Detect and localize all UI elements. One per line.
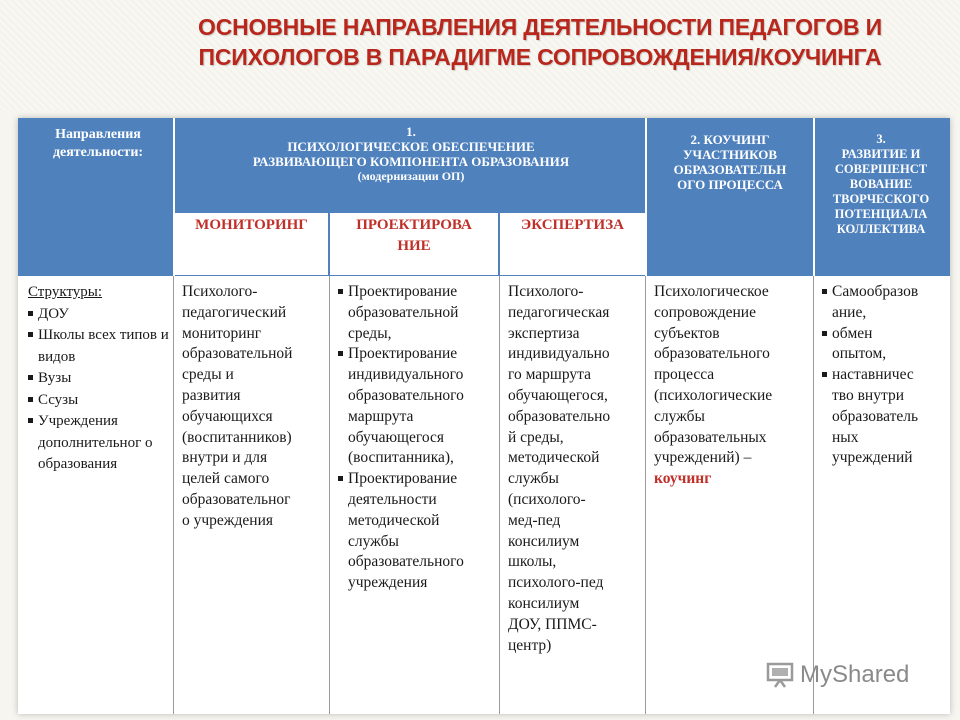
- text-line: службы: [508, 470, 559, 488]
- list-item: Ссузы: [28, 390, 172, 412]
- presentation-icon: [766, 662, 794, 688]
- list-item: обмен опытом,: [822, 324, 948, 366]
- cell-monitoring: [182, 282, 328, 532]
- text-line: среды и: [182, 366, 234, 384]
- header-coaching: 2. КОУЧИНГ УЧАСТНИКОВ ОБРАЗОВАТЕЛЬН ОГО ПРОЦЕССА: [673, 132, 787, 192]
- header-divider: [645, 118, 647, 276]
- subheader-design: ПРОЕКТИРОВА НИЕ: [330, 213, 498, 275]
- cell-coaching: [654, 282, 812, 490]
- text-line: экспертиза: [508, 324, 580, 342]
- list-item: Проектирование образовательной среды,: [338, 282, 498, 344]
- text-line: обучающегося,: [508, 386, 608, 404]
- text-line: педагогический: [182, 303, 287, 321]
- watermark-logo: [766, 660, 936, 690]
- cell-development: [822, 282, 948, 469]
- slide-title: [120, 12, 960, 72]
- text-line: психолого-пед: [508, 574, 604, 592]
- text-line: службы: [654, 407, 705, 425]
- design-list: [338, 282, 498, 594]
- text-line: развития: [182, 386, 241, 404]
- list-item: Учреждения дополнительног о образования: [28, 411, 172, 476]
- list-item: Проектирование деятельности методической службы образовательного учреждения: [338, 469, 498, 594]
- header-directions: Направления деятельности:: [52, 127, 144, 160]
- text-line: консилиум: [508, 594, 580, 612]
- column-divider: [173, 276, 174, 714]
- header-psych-support: 1. ПСИХОЛОГИЧЕСКОЕ ОБЕСПЕЧЕНИЕ РАЗВИВАЮЩЕГО КОМПОНЕНТА ОБРАЗОВАНИЯ (модернизации ОП): [252, 124, 570, 183]
- text-line: методической: [508, 449, 600, 467]
- text-line: внутри и для: [182, 449, 268, 467]
- directions-table: [18, 118, 950, 714]
- development-list: [822, 282, 948, 469]
- list-item: Школы всех типов и видов: [28, 325, 172, 368]
- table-header: [18, 118, 950, 276]
- cell-structures: [28, 282, 172, 476]
- column-divider: [813, 276, 814, 714]
- text-line: обучающихся: [182, 407, 273, 425]
- coaching-highlight: коучинг: [654, 470, 712, 488]
- text-line: мед-пед: [508, 511, 561, 529]
- list-item: Вузы: [28, 368, 172, 390]
- text-line: учреждений) –: [654, 449, 752, 467]
- cell-design: [338, 282, 498, 594]
- text-line: образовательных: [654, 428, 767, 446]
- subheader-monitoring: МОНИТОРИНГ: [175, 213, 328, 275]
- title-line-1: ОСНОВНЫЕ НАПРАВЛЕНИЯ ДЕЯТЕЛЬНОСТИ ПЕДАГОГОВ И: [198, 14, 882, 40]
- list-item: Проектирование индивидуального образовательного маршрута обучающегося (воспитанника),: [338, 344, 498, 469]
- text-line: й среды,: [508, 428, 564, 446]
- structures-heading: Структуры:: [28, 284, 103, 300]
- text-line: (воспитанников): [182, 428, 292, 446]
- list-item: наставничес тво внутри образователь ных учреждений: [822, 365, 948, 469]
- list-item: ДОУ: [28, 304, 172, 326]
- column-divider: [329, 276, 330, 714]
- cell-expertise: [508, 282, 644, 656]
- text-line: индивидуально: [508, 345, 610, 363]
- structures-list: [28, 304, 172, 476]
- text-line: субъектов: [654, 324, 720, 342]
- text-line: го маршрута: [508, 366, 592, 384]
- text-line: Психолого-: [508, 283, 584, 300]
- column-divider: [499, 276, 500, 714]
- list-item: Самообразов ание,: [822, 282, 948, 324]
- text-line: (психолого-: [508, 490, 586, 508]
- title-line-2: ПСИХОЛОГОВ В ПАРАДИГМЕ СОПРОВОЖДЕНИЯ/КОУЧИНГА: [198, 44, 882, 70]
- text-line: целей самого: [182, 470, 270, 488]
- text-line: образовательног: [182, 490, 291, 508]
- watermark-text: MyShared: [800, 661, 910, 688]
- text-line: Психологическое: [654, 283, 769, 300]
- text-line: педагогическая: [508, 303, 610, 321]
- text-line: образовательной: [182, 345, 293, 363]
- text-line: процесса: [654, 366, 715, 384]
- text-line: образовательного: [654, 345, 770, 363]
- text-line: образовательно: [508, 407, 611, 425]
- text-line: школы,: [508, 553, 557, 571]
- text-line: сопровождение: [654, 303, 756, 321]
- text-line: Психолого-: [182, 283, 258, 300]
- column-divider: [645, 276, 646, 714]
- text-line: центр): [508, 636, 552, 654]
- header-divider: [813, 118, 815, 276]
- header-development: 3. РАЗВИТИЕ И СОВЕРШЕНСТ ВОВАНИЕ ТВОРЧЕСКОГО ПОТЕНЦИАЛА КОЛЛЕКТИВА: [832, 132, 930, 236]
- subheader-expertise: ЭКСПЕРТИЗА: [500, 213, 645, 275]
- text-line: консилиум: [508, 532, 580, 550]
- text-line: (психологические: [654, 386, 773, 404]
- text-line: мониторинг: [182, 324, 262, 342]
- text-line: ДОУ, ППМС-: [508, 615, 597, 633]
- text-line: о учреждения: [182, 511, 273, 529]
